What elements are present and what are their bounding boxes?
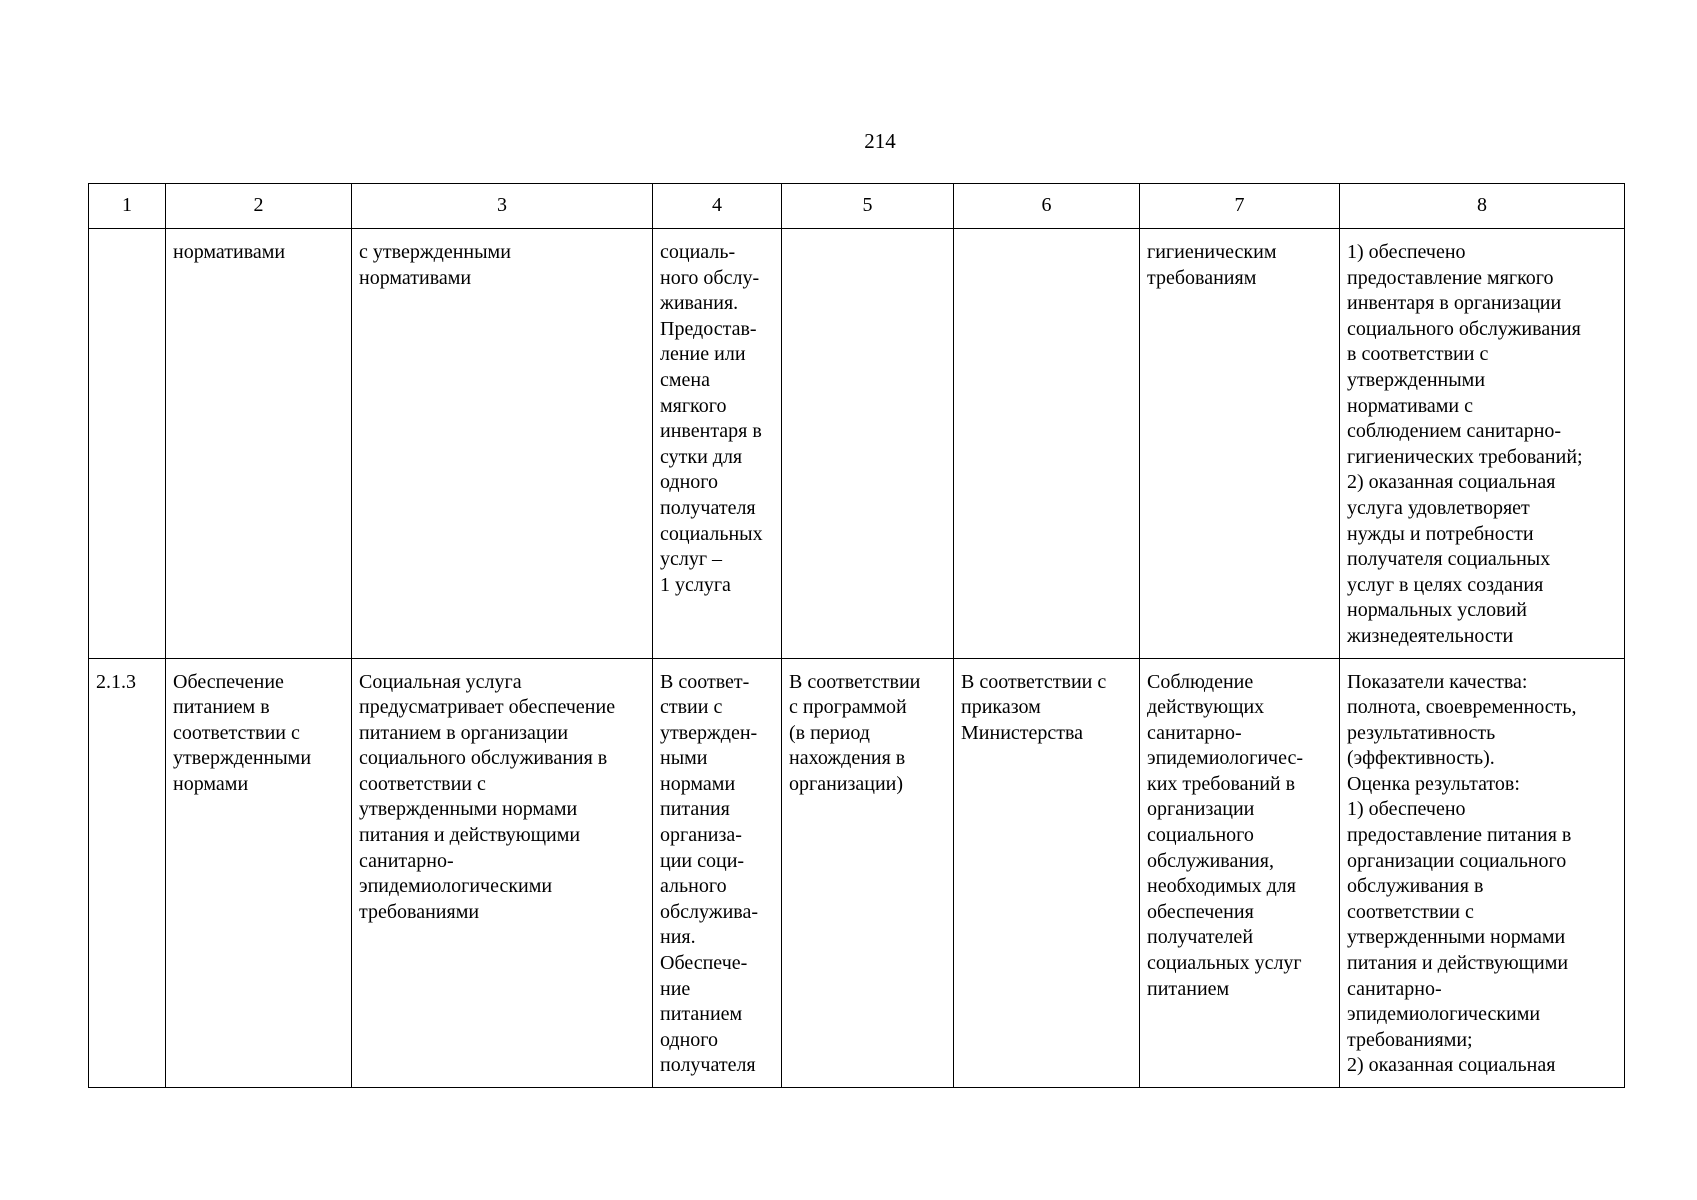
column-header: 2 <box>166 184 352 229</box>
service-quality-cell: Показатели качества: полнота, своевременность, результативность (эффективность). Оценка результатов: 1) обеспечено предоставление питания в организации социального обслуживания в соответствии с утвержденными нормами питания и действующими санитарно- эпидемиологическими требованиями; 2) оказанная социальная <box>1340 658 1625 1088</box>
service-tariff-cell: В соответствии с приказом Министерства <box>954 658 1140 1088</box>
column-header: 4 <box>653 184 782 229</box>
table-row <box>89 229 1625 659</box>
service-number-cell <box>89 229 166 659</box>
column-header: 8 <box>1340 184 1625 229</box>
service-name-cell: нормативами <box>166 229 352 659</box>
service-quality-cell: 1) обеспечено предоставление мягкого инвентаря в организации социального обслуживания в соответствии с утвержденными нормативами с соблюдением санитарно- гигиенических требований; 2) оказанная социальная услуга удовлетворяет нужды и потребности получателя социальных услуг в целях создания нормальных условий жизнедеятельности <box>1340 229 1625 659</box>
service-volume-cell: В соответ- ствии с утвержден- ными нормами питания организа- ции соци- ального обслужива- ния. Обеспече- ние питанием одного получателя <box>653 658 782 1088</box>
service-terms-cell <box>782 229 954 659</box>
service-terms-cell: В соответствии с программой (в период нахождения в организации) <box>782 658 954 1088</box>
column-header: 5 <box>782 184 954 229</box>
page-number: 214 <box>864 129 896 153</box>
service-conditions-cell: гигиеническим требованиям <box>1140 229 1340 659</box>
service-tariff-cell <box>954 229 1140 659</box>
service-description-cell: с утвержденными нормативами <box>352 229 653 659</box>
service-name-cell: Обеспечение питанием в соответствии с утвержденными нормами <box>166 658 352 1088</box>
column-header: 7 <box>1140 184 1340 229</box>
services-table <box>88 183 1625 1088</box>
service-number-cell: 2.1.3 <box>89 658 166 1088</box>
service-description-cell: Социальная услуга предусматривает обеспечение питанием в организации социального обслуживания в соответствии с утвержденными нормами питания и действующими санитарно- эпидемиологическими требованиями <box>352 658 653 1088</box>
column-header: 6 <box>954 184 1140 229</box>
service-volume-cell: социаль- ного обслу- живания. Предостав- ление или смена мягкого инвентаря в сутки для одного получателя социальных услуг – 1 услуга <box>653 229 782 659</box>
table-row <box>89 658 1625 1088</box>
table-header-row <box>89 184 1625 229</box>
service-conditions-cell: Соблюдение действующих санитарно- эпидемиологичес- ких требований в организации социального обслуживания, необходимых для обеспечения получателей социальных услуг питанием <box>1140 658 1340 1088</box>
column-header: 3 <box>352 184 653 229</box>
column-header: 1 <box>89 184 166 229</box>
